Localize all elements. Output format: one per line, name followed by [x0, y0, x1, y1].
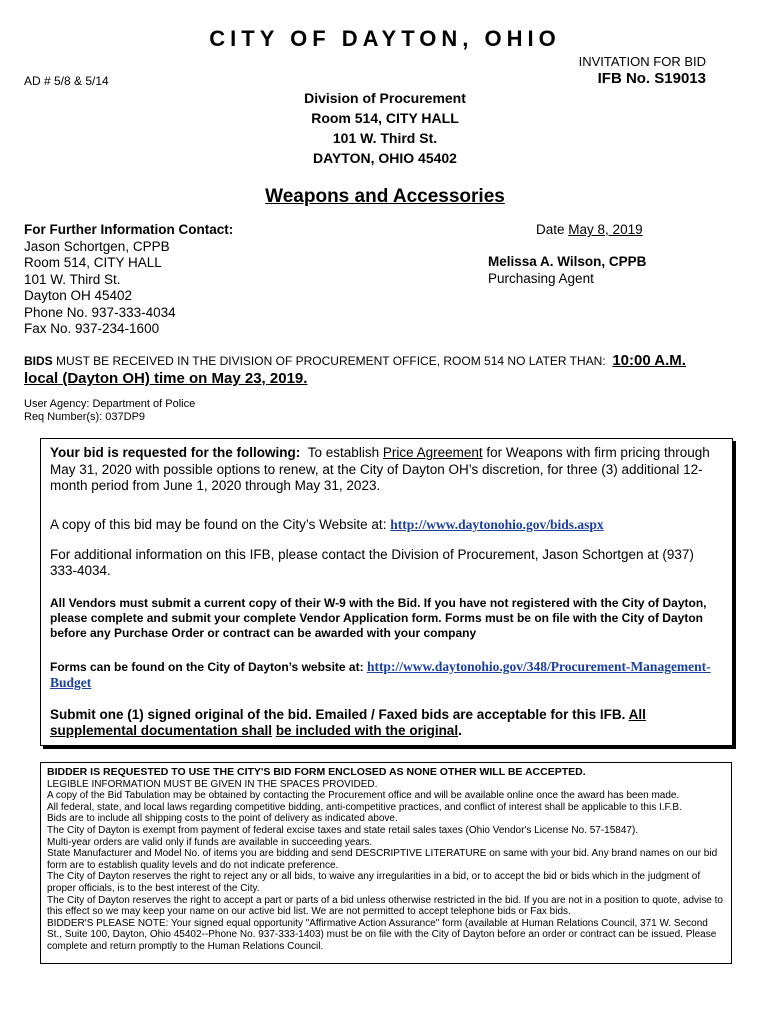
division-line: 101 W. Third St.: [332, 130, 438, 146]
terms-line: Multi-year orders are valid only if funds are available in succeeding years.: [47, 836, 373, 848]
req-number: Req Number(s): 037DP9: [24, 411, 146, 423]
terms-line: LEGIBLE INFORMATION MUST BE GIVEN IN THE SPACES PROVIDED.: [47, 778, 378, 790]
terms-line: BIDDER'S PLEASE NOTE: Your signed equal opportunity "Affirmative Action Assurance" form (available at Human Relations Council, 371 W. Second St., Suite 100, Dayton, Ohio 45402--Phone No. 937-333-1403) must be on file with the City of Dayton before an order or contract can be issued. Please complete and return promptly to the Human Relations Council.: [47, 917, 717, 952]
submit-paragraph: [50, 707, 724, 740]
city-title: CITY OF DAYTON, OHIO: [209, 26, 561, 51]
division-line: DAYTON, OHIO 45402: [313, 150, 457, 166]
date-value: May 8, 2019: [568, 222, 643, 237]
user-agency: User Agency: Department of Police: [24, 398, 196, 410]
price-agreement: Price Agreement: [382, 445, 483, 460]
bid-deadline-notice: [24, 352, 750, 388]
bids-lead: BIDS: [24, 354, 53, 368]
contact-line: 101 W. Third St.: [24, 271, 121, 287]
request-text: for Weapons with firm pricing through May 31, 2020 with possible options to renew, at the City of Dayton OH’s discretion, for three (3) additional 12-month period from June 1, 2020 through May 31, 2023.: [50, 445, 710, 493]
request-paragraph: [50, 445, 724, 495]
date-label: Date: [536, 222, 565, 237]
purchasing-agent: [488, 254, 646, 287]
copy-paragraph: [50, 517, 724, 533]
w9-notice: All Vendors must submit a current copy of their W-9 with the Bid. If you have not registered with the City of Dayton, please complete and submit your complete Vendor Application form. Forms must be on file with the City of Dayton before any Purchase Order or contract can be awarded with your company: [50, 595, 707, 640]
forms-text: Forms can be found on the City of Dayton’s website at:: [50, 659, 364, 674]
additional-info: For additional information on this IFB, please contact the Division of Procurement, Jason Schortgen at (937) 333-4034.: [50, 546, 694, 578]
agent-title: Purchasing Agent: [488, 270, 594, 286]
bids-text: MUST BE RECEIVED IN THE DIVISION OF PROCUREMENT OFFICE, ROOM 514 NO LATER THAN:: [52, 354, 606, 368]
contact-line: Fax No. 937-234-1600: [24, 321, 160, 336]
invitation-label: INVITATION FOR BID: [578, 54, 706, 69]
division-address: [0, 88, 770, 168]
bids-website-link[interactable]: http://www.daytonohio.gov/bids.aspx: [390, 516, 604, 532]
terms-box: [40, 762, 732, 964]
forms-paragraph: [50, 659, 724, 691]
ifb-number: IFB No. S19013: [597, 70, 706, 87]
terms-line: The City of Dayton reserves the right to accept a part or parts of a bid unless otherwise restricted in the bid. If you are not in a position to quote, advise to this effect so we may keep your name on our active bid list. We are not permitted to accept telephone bids or Fax bids.: [47, 894, 723, 918]
submit-text: .: [458, 723, 462, 738]
division-line: Room 514, CITY HALL: [311, 110, 459, 126]
terms-line: The City of Dayton is exempt from payment of federal excise taxes and state retail sales taxes (Ohio Vendor's License No. 57-15847).: [47, 824, 639, 836]
contact-line: Dayton OH 45402: [24, 288, 133, 303]
division-line: Division of Procurement: [304, 90, 466, 106]
submit-text: Submit one (1) signed original of the bid. Emailed / Faxed bids are acceptable for this IFB.: [50, 706, 629, 722]
agent-name: Melissa A. Wilson, CPPB: [488, 254, 647, 269]
bid-title: Weapons and Accessories: [265, 186, 505, 207]
terms-lead: BIDDER IS REQUESTED TO USE THE CITY'S BID FORM ENCLOSED AS NONE OTHER WILL BE ACCEPTED.: [47, 766, 586, 778]
agency-info: [24, 398, 195, 424]
forms-website-link[interactable]: http://www.daytonohio.gov/348/Procurement-Management-Budget: [50, 658, 711, 690]
terms-line: Bids are to include all shipping costs to the point of delivery as indicated above.: [47, 813, 398, 825]
terms-line: All federal, state, and local laws regarding competitive bidding, anti-competitive practices, and conflict of interest shall be applicable to this I.F.B.: [47, 801, 682, 813]
bid-request-box: [40, 438, 733, 746]
terms-line: State Manufacturer and Model No. of items you are bidding and send DESCRIPTIVE LITERATURE on same with your bid. Any brand names on our bid form are to establish quality levels and do not indicate preference.: [47, 848, 718, 871]
bids-deadline: local (Dayton OH) time on May 23, 2019.: [24, 370, 308, 387]
contact-heading: For Further Information Contact:: [24, 222, 234, 237]
request-lead: Your bid is requested for the following:: [50, 445, 301, 460]
issue-date: [536, 222, 643, 237]
submit-underlined: All supplemental documentation shall: [50, 706, 646, 738]
bids-time: 10:00 A.M.: [612, 352, 686, 369]
copy-text: A copy of this bid may be found on the City’s Website at:: [50, 516, 387, 532]
terms-line: A copy of the Bid Tabulation may be obtained by contacting the Procurement office and will be available online once the award has been made.: [47, 790, 680, 802]
ad-number: AD # 5/8 & 5/14: [24, 74, 109, 88]
submit-underlined: be included with the original: [275, 723, 459, 738]
request-text: To establish: [307, 445, 383, 460]
contact-line: Room 514, CITY HALL: [24, 255, 162, 270]
contact-block: [24, 222, 233, 338]
terms-line: The City of Dayton reserves the right to reject any or all bids, to waive any irregularities in a bid, or to accept the bid or bids which in the judgment of proper officials, is to the best interest of the City.: [47, 871, 701, 894]
contact-line: Jason Schortgen, CPPB: [24, 238, 170, 254]
contact-line: Phone No. 937-333-4034: [24, 304, 176, 320]
